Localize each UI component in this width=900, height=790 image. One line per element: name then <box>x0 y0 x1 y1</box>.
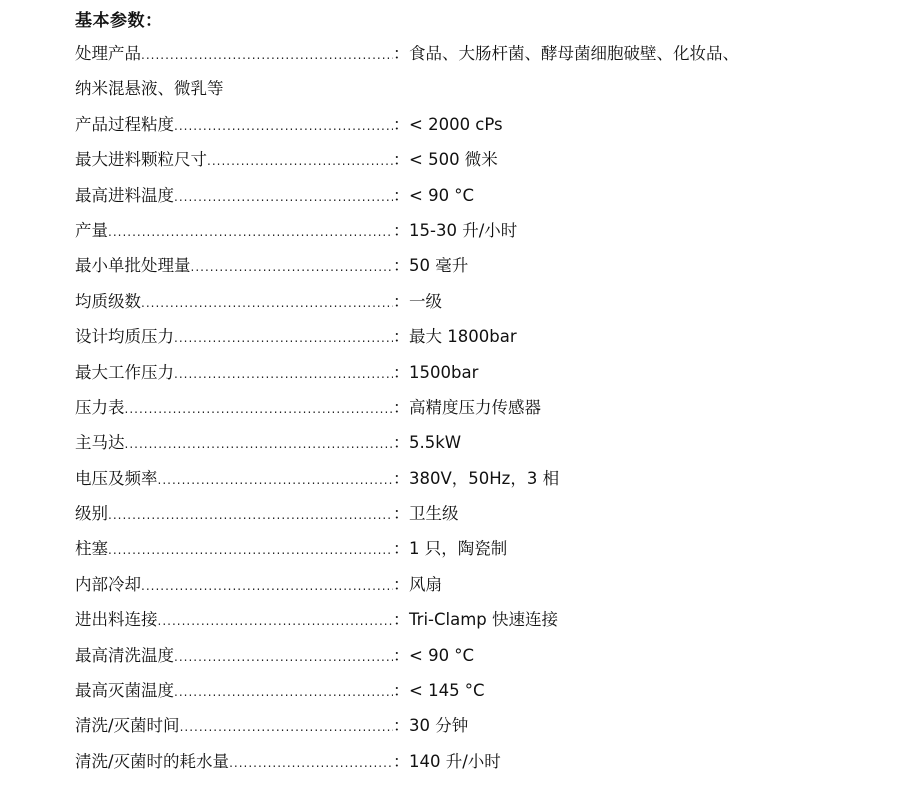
dot-leader <box>108 533 393 568</box>
param-separator: ： <box>393 574 410 594</box>
param-value: 50 毫升 <box>409 256 469 276</box>
param-value: 1 只，陶瓷制 <box>409 539 508 559</box>
param-value: 380V，50Hz，3 相 <box>409 468 560 488</box>
param-separator: ： <box>393 327 410 347</box>
dot-leader <box>191 250 394 285</box>
param-separator: ： <box>393 610 410 630</box>
dot-leader <box>108 215 393 250</box>
param-label-group <box>75 284 393 321</box>
param-label: 均质级数 <box>75 291 141 311</box>
param-value: 一级 <box>409 291 442 311</box>
param-row-inlet-outlet-connection <box>75 602 875 637</box>
param-label-group <box>75 496 393 533</box>
param-row-internal-cooling <box>75 567 875 602</box>
param-label: 最大进料颗粒尺寸 <box>75 150 207 170</box>
dot-leader <box>174 640 393 675</box>
param-label-group <box>75 178 393 215</box>
dot-leader <box>158 463 394 498</box>
dot-leader <box>174 357 393 392</box>
dot-leader <box>108 498 393 533</box>
param-label-group <box>75 744 393 781</box>
param-label-group <box>75 425 393 462</box>
param-separator: ： <box>393 114 410 134</box>
param-label: 电压及频率 <box>75 468 158 488</box>
param-row-processed-products <box>75 36 875 71</box>
param-separator: ： <box>393 44 410 63</box>
param-separator: ： <box>393 256 410 276</box>
param-separator: ： <box>393 681 410 701</box>
param-label: 级别 <box>75 504 108 524</box>
param-value: Tri-Clamp 快速连接 <box>409 610 558 630</box>
param-row-pressure-gauge <box>75 390 875 425</box>
param-label-group <box>75 142 393 179</box>
dot-leader <box>141 286 393 321</box>
param-value: 30 分钟 <box>409 716 469 736</box>
section-heading: 基本参数： <box>75 11 163 31</box>
param-row-water-consumption <box>75 744 875 779</box>
param-separator: ： <box>393 645 410 665</box>
param-label-group <box>75 461 393 498</box>
dot-leader <box>125 392 394 427</box>
param-separator: ： <box>393 185 410 205</box>
param-separator: ： <box>393 468 410 488</box>
param-value: 5.5kW <box>409 433 462 453</box>
param-row-throughput <box>75 213 875 248</box>
param-label-group <box>75 602 393 639</box>
param-row-design-pressure <box>75 319 875 354</box>
param-label: 处理产品 <box>75 44 141 63</box>
param-label: 清洗/灭菌时间 <box>75 716 180 736</box>
param-separator: ： <box>393 539 410 559</box>
param-row-max-working-pressure <box>75 355 875 390</box>
param-row-min-batch <box>75 248 875 283</box>
param-row-max-cleaning-temperature <box>75 638 875 673</box>
dot-leader <box>141 569 393 604</box>
param-label-group <box>75 673 393 710</box>
param-label: 最高进料温度 <box>75 185 174 205</box>
dot-leader <box>174 109 393 144</box>
param-label-group <box>75 213 393 250</box>
param-value: 15-30 升/小时 <box>409 220 518 240</box>
param-row-voltage-frequency <box>75 461 875 496</box>
dot-leader <box>174 675 393 710</box>
param-label-group <box>75 390 393 427</box>
param-label-group <box>75 36 393 73</box>
param-value: < 145 °C <box>409 681 485 701</box>
param-value-continuation: 纳米混悬液、微乳等 <box>75 79 224 99</box>
param-label-group <box>75 248 393 285</box>
param-label-group <box>75 531 393 568</box>
param-value: < 2000 cPs <box>409 114 503 134</box>
param-label: 清洗/灭菌时的耗水量 <box>75 751 230 771</box>
dot-leader <box>174 321 393 356</box>
param-label: 产量 <box>75 220 108 240</box>
parameter-document <box>75 8 875 779</box>
param-value: < 90 °C <box>409 185 475 205</box>
param-value: < 500 微米 <box>409 150 498 170</box>
param-label-group <box>75 708 393 745</box>
param-value: 风扇 <box>409 574 442 594</box>
param-label-group <box>75 567 393 604</box>
param-label: 内部冷却 <box>75 574 141 594</box>
dot-leader <box>207 144 393 179</box>
param-separator: ： <box>393 504 410 524</box>
param-label: 压力表 <box>75 397 125 417</box>
param-label: 最高清洗温度 <box>75 645 174 665</box>
param-value: 最大 1800bar <box>409 327 517 347</box>
param-label: 柱塞 <box>75 539 108 559</box>
param-label-group <box>75 319 393 356</box>
param-label-group <box>75 355 393 392</box>
param-label: 最高灭菌温度 <box>75 681 174 701</box>
param-value: 1500bar <box>409 362 479 382</box>
param-row-max-feed-temperature <box>75 178 875 213</box>
param-row-cleaning-sterilization-time <box>75 708 875 743</box>
dot-leader <box>125 427 394 462</box>
dot-leader <box>180 710 393 745</box>
param-row-process-viscosity <box>75 107 875 142</box>
param-separator: ： <box>393 751 410 771</box>
dot-leader <box>174 180 393 215</box>
param-label-group <box>75 107 393 144</box>
dot-leader <box>141 38 393 73</box>
param-row-max-sterilization-temperature <box>75 673 875 708</box>
param-label: 设计均质压力 <box>75 327 174 347</box>
param-label: 最小单批处理量 <box>75 256 191 276</box>
dot-leader <box>229 746 393 781</box>
param-row-plunger <box>75 531 875 566</box>
dot-leader <box>158 604 394 639</box>
param-value: 食品、大肠杆菌、酵母菌细胞破壁、化妆品、 <box>409 44 739 63</box>
param-value: 高精度压力传感器 <box>409 397 541 417</box>
param-separator: ： <box>393 397 410 417</box>
param-value: 140 升/小时 <box>409 751 501 771</box>
param-separator: ： <box>393 433 410 453</box>
param-row-grade <box>75 496 875 531</box>
param-separator: ： <box>393 220 410 240</box>
param-separator: ： <box>393 291 410 311</box>
param-row-max-particle-size <box>75 142 875 177</box>
param-row-main-motor <box>75 425 875 460</box>
param-separator: ： <box>393 150 410 170</box>
param-row-homogenizing-stages <box>75 284 875 319</box>
param-value: < 90 °C <box>409 645 475 665</box>
param-label: 产品过程粘度 <box>75 114 174 134</box>
param-label: 主马达 <box>75 433 125 453</box>
param-value: 卫生级 <box>409 504 459 524</box>
param-label: 最大工作压力 <box>75 362 174 382</box>
param-label: 进出料连接 <box>75 610 158 630</box>
param-separator: ： <box>393 362 410 382</box>
param-separator: ： <box>393 716 410 736</box>
param-label-group <box>75 638 393 675</box>
